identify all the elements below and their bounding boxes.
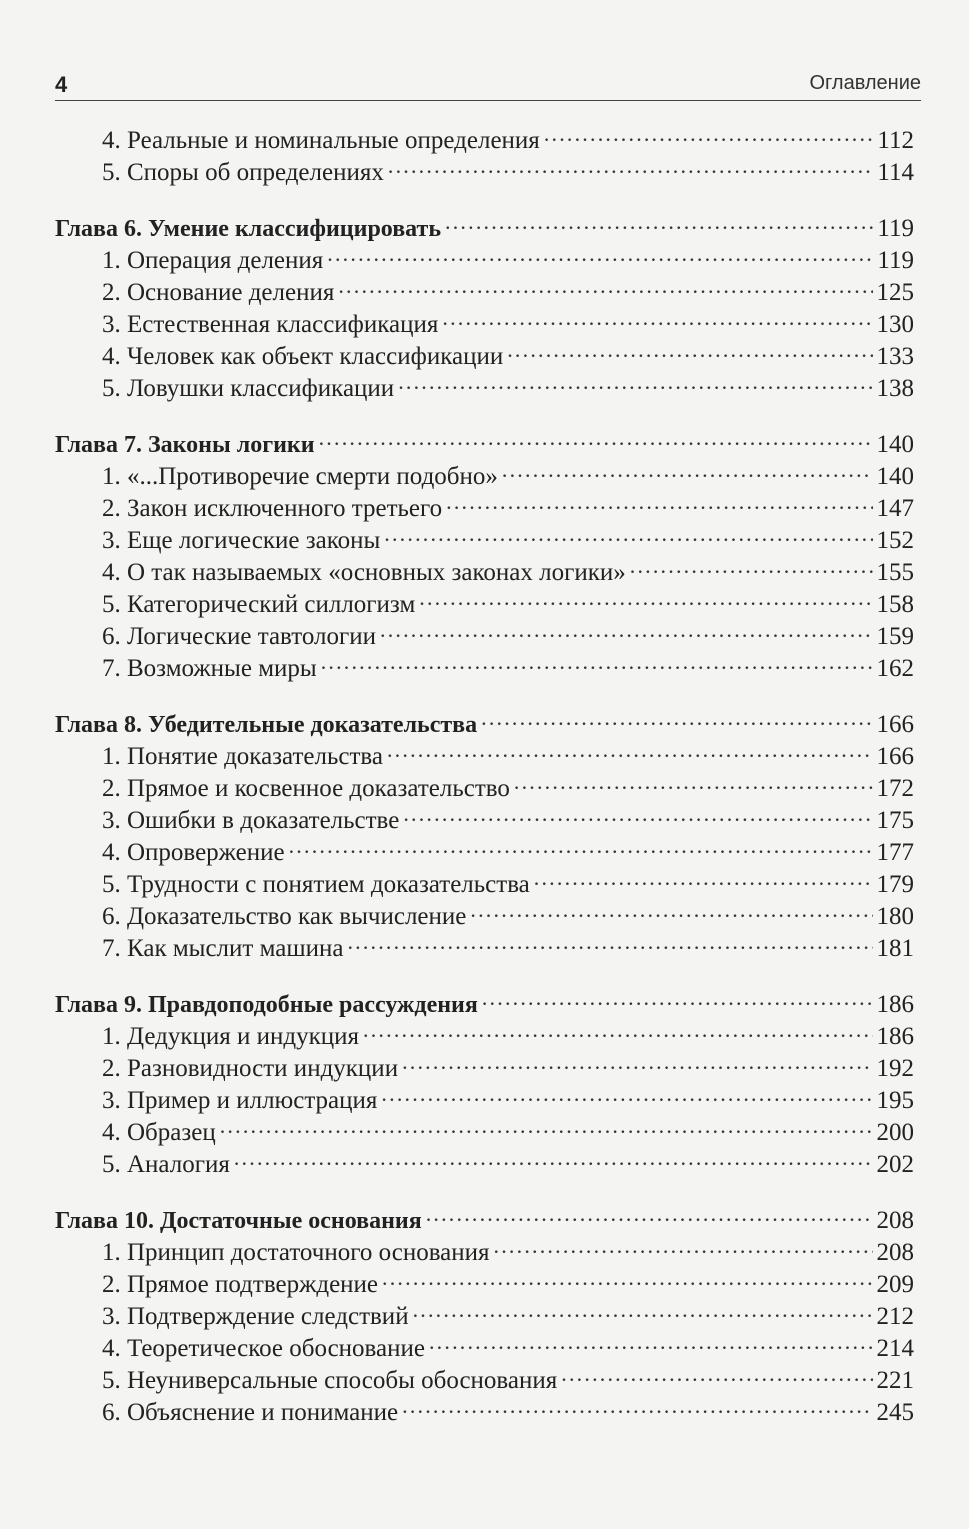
page-ref: 202 bbox=[876, 1151, 914, 1178]
page-ref: 130 bbox=[876, 311, 914, 338]
dot-leader bbox=[630, 548, 873, 580]
entry-title: 1. Операция деления bbox=[102, 247, 324, 274]
dot-leader bbox=[426, 1196, 873, 1228]
page-ref: 119 bbox=[877, 215, 914, 242]
chapter-title: Глава 9. Правдоподобные рассуждения bbox=[55, 992, 478, 1018]
page-ref: 147 bbox=[876, 495, 914, 522]
dot-leader bbox=[382, 1260, 872, 1292]
page-ref: 172 bbox=[876, 775, 914, 802]
page-ref: 208 bbox=[876, 1207, 914, 1234]
toc-chapter-row bbox=[55, 1196, 914, 1234]
dot-leader bbox=[387, 732, 873, 764]
dot-leader bbox=[384, 516, 872, 548]
dot-leader bbox=[502, 452, 873, 484]
page-ref: 195 bbox=[876, 1087, 914, 1114]
entry-title: 4. Реальные и номинальные определения bbox=[102, 127, 540, 154]
dot-leader bbox=[319, 420, 873, 452]
running-head: Оглавление bbox=[809, 72, 921, 94]
page-ref: 158 bbox=[876, 591, 914, 618]
page-ref: 175 bbox=[876, 807, 914, 834]
dot-leader bbox=[445, 204, 873, 236]
dot-leader bbox=[381, 1076, 872, 1108]
entry-title: 1. Дедукция и индукция bbox=[102, 1023, 360, 1050]
entry-title: 1. Понятие доказательства bbox=[102, 743, 383, 770]
page-number: 4 bbox=[55, 72, 68, 97]
entry-title: 3. Ошибки в доказательстве bbox=[102, 807, 400, 834]
page-ref: 166 bbox=[876, 711, 914, 738]
dot-leader bbox=[470, 892, 872, 924]
entry-title: 3. Подтверждение следствий bbox=[102, 1303, 409, 1330]
dot-leader bbox=[429, 1324, 873, 1356]
dot-leader bbox=[413, 1292, 873, 1324]
chapter-title: Глава 7. Законы логики bbox=[55, 432, 315, 458]
dot-leader bbox=[514, 764, 873, 796]
page-ref: 138 bbox=[876, 375, 914, 402]
page-ref: 179 bbox=[876, 871, 914, 898]
dot-leader bbox=[446, 484, 872, 516]
entry-title: 5. Трудности с понятием доказательства bbox=[102, 871, 530, 898]
page-ref: 186 bbox=[876, 1023, 914, 1050]
dot-leader bbox=[507, 332, 872, 364]
chapter-title: Глава 6. Умение классифицировать bbox=[55, 216, 442, 242]
dot-leader bbox=[482, 980, 873, 1012]
dot-leader bbox=[338, 268, 872, 300]
entry-title: 4. Образец bbox=[102, 1119, 216, 1146]
page-ref: 114 bbox=[877, 159, 914, 186]
dot-leader bbox=[403, 796, 872, 828]
page-ref: 133 bbox=[876, 343, 914, 370]
toc-chapter-row bbox=[55, 980, 914, 1018]
entry-title: 7. Как мыслит машина bbox=[102, 935, 344, 962]
entry-title: 2. Прямое и косвенное доказательство bbox=[102, 775, 510, 802]
dot-leader bbox=[321, 644, 873, 676]
entry-title: 2. Разновидности индукции bbox=[102, 1055, 399, 1082]
page-ref: 221 bbox=[876, 1367, 914, 1394]
dot-leader bbox=[380, 612, 873, 644]
page-ref: 212 bbox=[876, 1303, 914, 1330]
page-ref: 180 bbox=[876, 903, 914, 930]
page-ref: 159 bbox=[876, 623, 914, 650]
entry-title: 5. Споры об определениях bbox=[102, 159, 384, 186]
toc-chapter-row bbox=[55, 700, 914, 738]
entry-title: 2. Основание деления bbox=[102, 279, 335, 306]
dot-leader bbox=[220, 1108, 873, 1140]
dot-leader bbox=[481, 700, 872, 732]
entry-title: 6. Объяснение и понимание bbox=[102, 1399, 399, 1426]
dot-leader bbox=[402, 1388, 872, 1420]
toc-entry-row bbox=[55, 116, 914, 154]
entry-title: 2. Закон исключенного третьего bbox=[102, 495, 443, 522]
page-header bbox=[55, 70, 921, 101]
entry-title: 4. Теоретическое обоснование bbox=[102, 1335, 425, 1362]
entry-title: 4. О так называемых «основных законах логики» bbox=[102, 559, 626, 586]
entry-title: 4. Человек как объект классификации bbox=[102, 343, 504, 370]
dot-leader bbox=[398, 364, 872, 396]
dot-leader bbox=[419, 580, 872, 612]
dot-leader bbox=[544, 116, 874, 148]
entry-title: 7. Возможные миры bbox=[102, 655, 317, 682]
dot-leader bbox=[494, 1228, 873, 1260]
page-ref: 181 bbox=[876, 935, 914, 962]
dot-leader bbox=[347, 924, 872, 956]
page-ref: 125 bbox=[876, 279, 914, 306]
page-ref: 214 bbox=[876, 1335, 914, 1362]
page-ref: 177 bbox=[876, 839, 914, 866]
entry-title: 4. Опровержение bbox=[102, 839, 285, 866]
entry-title: 3. Пример и иллюстрация bbox=[102, 1087, 378, 1114]
table-of-contents bbox=[55, 116, 914, 1426]
dot-leader bbox=[289, 828, 873, 860]
dot-leader bbox=[327, 236, 873, 268]
entry-title: 5. Категорический силлогизм bbox=[102, 591, 416, 618]
entry-title: 3. Естественная классификация bbox=[102, 311, 439, 338]
entry-title: 1. «...Противоречие смерти подобно» bbox=[102, 463, 498, 490]
dot-leader bbox=[561, 1356, 872, 1388]
page-ref: 140 bbox=[876, 431, 914, 458]
entry-title: 5. Ловушки классификации bbox=[102, 375, 395, 402]
page-ref: 162 bbox=[876, 655, 914, 682]
entry-title: 5. Аналогия bbox=[102, 1151, 230, 1178]
page-ref: 119 bbox=[877, 247, 914, 274]
page-ref: 186 bbox=[876, 991, 914, 1018]
entry-title: 6. Доказательство как вычисление bbox=[102, 903, 467, 930]
dot-leader bbox=[534, 860, 873, 892]
entry-title: 6. Логические тавтологии bbox=[102, 623, 376, 650]
dot-leader bbox=[388, 148, 874, 180]
dot-leader bbox=[234, 1140, 873, 1172]
page-ref: 152 bbox=[876, 527, 914, 554]
page-ref: 155 bbox=[876, 559, 914, 586]
chapter-title: Глава 10. Достаточные основания bbox=[55, 1208, 422, 1234]
entry-title: 5. Неуниверсальные способы обоснования bbox=[102, 1367, 558, 1394]
dot-leader bbox=[402, 1044, 872, 1076]
toc-chapter-row bbox=[55, 204, 914, 242]
entry-title: 2. Прямое подтверждение bbox=[102, 1271, 379, 1298]
page-ref: 200 bbox=[876, 1119, 914, 1146]
page-ref: 209 bbox=[876, 1271, 914, 1298]
page-ref: 112 bbox=[877, 127, 914, 154]
entry-title: 1. Принцип достаточного основания bbox=[102, 1239, 490, 1266]
page-ref: 140 bbox=[876, 463, 914, 490]
page-ref: 166 bbox=[876, 743, 914, 770]
chapter-title: Глава 8. Убедительные доказательства bbox=[55, 712, 478, 738]
dot-leader bbox=[363, 1012, 872, 1044]
page-ref: 208 bbox=[876, 1239, 914, 1266]
toc-chapter-row bbox=[55, 420, 914, 458]
entry-title: 3. Еще логические законы bbox=[102, 527, 381, 554]
dot-leader bbox=[442, 300, 872, 332]
page-ref: 245 bbox=[876, 1399, 914, 1426]
page-ref: 192 bbox=[876, 1055, 914, 1082]
